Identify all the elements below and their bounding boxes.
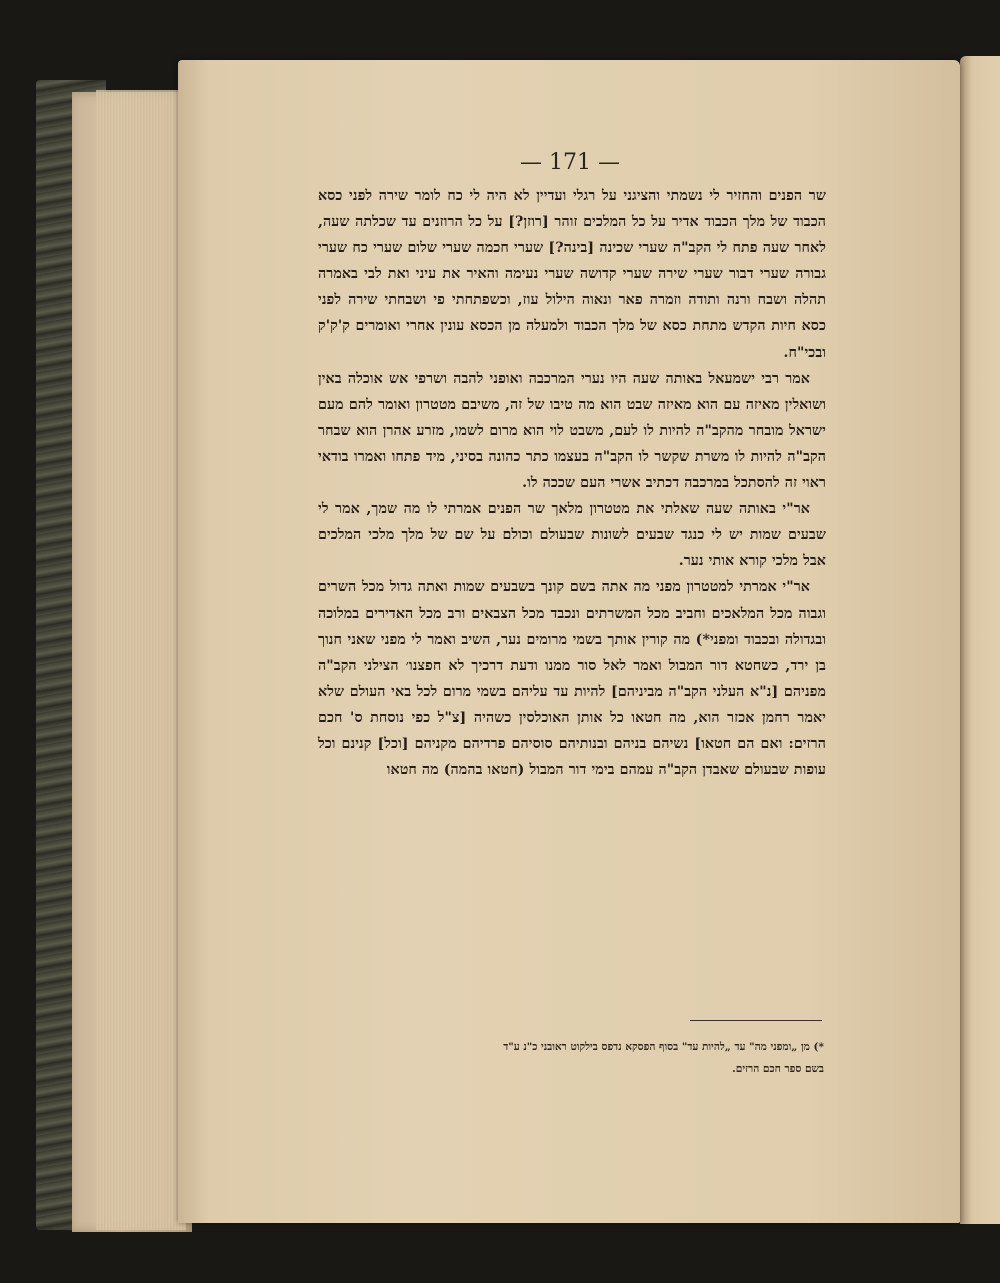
page-edges: [96, 90, 186, 1230]
page-number: — 171 —: [520, 150, 620, 175]
paragraph-4: אר"י אמרתי למטטרון מפני מה אתה בשם קונך בשבעים שמות ואתה גדול מכל השרים וגבוה מכל המלאכים וחביב מכל המשרתים ונכבד מכל הצבאים ורב מכל האדירים במלוכה ובגדולה ובכבוד ומפני*) מה קורין אותך בשמי מרומים נער, השיב ואמר לי מפני שאני חנוך בן ירד, כשחטא דור המבול ואמר לאל סור ממנו ודעת דרכיך לא חפצנו׳ הצילני הקב"ה מפניהם [נ"א העלני הקב"ה מביניהם] להיות עד עליהם בשמי מרום לכל באי העולם שלא יאמר רחמן אכזר הוא, מה חטאו כל אותן האוכלסין כשהיה [צ"ל כפי נוסחת ס' חכם הרזים: ואם הם חטאו] נשיהם בניהם ובנותיהם סוסיהם פרדיהם מקניהם [וכל] קנינם וכל עופות שבעולם שאבדן הקב"ה עמהם בימי דור המבול (חטאו בהמה) מה חטאו: [318, 579, 826, 779]
paragraph-1: שר הפנים והחזיר לי נשמתי והציגני על רגלי ועדיין לא היה לי כח לומר שירה לפני כסא הכבוד של מלך הכבוד אדיר על כל המלכים זוהר [רוזן?] על כל הרוזנים עד שכלתה שעה, לאחר שעה פתח לי הקב"ה שערי שכינה [בינה?] שערי חכמה שערי שלום שערי כח שערי גבורה שערי דבור שערי שירה שערי קדושה שערי נעימה והאיר את עיני ואת לבי באמרה תהלה ושבח ורנה ותודה וזמרה פאר ונאוה הילול עוז, וכשפתחתי פי ושבחתי שירה לפני כסא חיות הקדש מתחת כסא של מלך הכבוד ולמעלה מן הכסא עונין אחרי ואומרים ק'ק'ק ובכי"ח.: [318, 188, 826, 361]
page-body: [318, 183, 826, 1003]
paragraph-2: אמר רבי ישמעאל באותה שעה היו נערי המרכבה ואופני להבה ושרפי אש אוכלה באין ושואלין מאיזה עם הוא מאיזה שבט הוא מה טיבו של זה, משיבם מטטרון ואומר להם מעם ישראל מובחר מהקב"ה להיות לו לעם, משבט לוי הוא מרום לשמו, מזרע אהרן הוא שבחר הקב"ה להיות לו משרת שקשר לו הקב"ה בעצמו כתר כהונה בסיני, מיד פתחו ואמרו בודאי ראוי זה להסתכל במרכבה דכתיב אשרי העם שככה לו.: [318, 370, 826, 492]
footnote-line-1: *) מן „ומפני מה" עד „להיות עד" בסוף הפסקא נדפס בילקוט ראובני כ"נ ע"ד: [503, 1041, 824, 1053]
paragraph-3: אר"י באותה שעה שאלתי את מטטרון מלאך שר הפנים אמרתי לו מה שמך, אמר לי שבעים שמות יש לי כנגד שבעים לשונות שבעולם וכולם על שם של מלך מלכי המלכים אבל מלכי קורא אותי נער.: [318, 501, 826, 570]
footnote-line-2: בשם ספר חכם הרזים.: [732, 1063, 824, 1075]
right-page-edge: [960, 56, 1000, 1224]
footnote: [318, 1036, 824, 1080]
footnote-divider: [690, 1020, 822, 1021]
